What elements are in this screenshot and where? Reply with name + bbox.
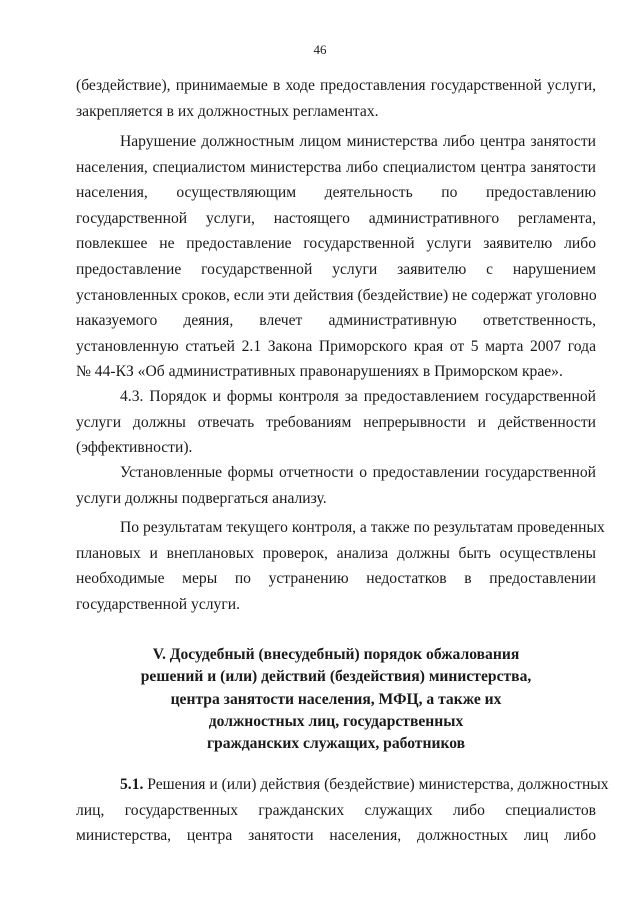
section-heading: [76, 644, 596, 755]
text-line: [76, 772, 609, 798]
clause-number: 5.1.: [120, 776, 144, 793]
text-line: предоставление государственной услуги заявителю с нарушением: [76, 260, 596, 278]
paragraph-4-3: [76, 384, 596, 461]
text-line: закрепляется в их должностных регламентах.: [76, 102, 379, 120]
heading-line: должностных лиц, государственных: [208, 712, 464, 730]
paragraph-control-results: [76, 515, 605, 617]
text-line: услуги должны подвергаться анализу.: [76, 489, 327, 507]
heading-line: центра занятости населения, МФЦ, а также их: [170, 690, 502, 708]
text-line: установленную статьей 2.1 Закона Приморского края от 5 марта 2007 года: [76, 337, 596, 355]
text-line: По результатам текущего контроля, а также по результатам проведенных: [120, 519, 605, 536]
text-line: 4.3. Порядок и формы контроля за предоставлением государственной: [120, 388, 596, 405]
text-line: плановых и внеплановых проверок, анализа должны быть осуществлены: [76, 544, 596, 562]
paragraph-5-1: [76, 772, 609, 849]
text-line: населения, осуществляющим деятельность по предоставлению: [76, 184, 596, 202]
text-line: лиц, государственных гражданских служащих либо специалистов: [76, 801, 596, 819]
text-line: № 44-КЗ «Об административных правонарушениях в Приморском крае».: [76, 363, 563, 381]
clause-text: Решения и (или) действия (бездействие) министерства, должностных: [143, 776, 609, 793]
text-line: необходимые меры по устранению недостатков в предоставлении: [76, 570, 596, 588]
text-line: населения, специалистом министерства либо специалистом центра занятости: [76, 158, 596, 176]
text-line: министерства, центра занятости населения, должностных лиц либо: [76, 827, 596, 845]
text-line: государственной услуги.: [76, 595, 240, 613]
paragraph-reporting-forms: [76, 460, 596, 511]
text-line: наказуемого деяния, влечет административную ответственность,: [76, 312, 596, 330]
paragraph-violation-liability: [76, 129, 596, 385]
heading-line: V. Досудебный (внесудебный) порядок обжалования: [152, 646, 520, 663]
heading-line: решений и (или) действий (бездействия) министерства,: [140, 668, 532, 686]
paragraph-continuation: [76, 73, 596, 124]
text-line: услуги должны отвечать требованиям непрерывности и действенности: [76, 413, 596, 431]
text-line: повлекшее не предоставление государственной услуги заявителю либо: [76, 235, 596, 253]
text-line: Нарушение должностным лицом министерства либо центра занятости: [120, 133, 596, 150]
text-line: Установленные формы отчетности о предоставлении государственной: [120, 464, 596, 481]
heading-line: гражданских служащих, работников: [206, 735, 466, 753]
text-line: установленных сроков, если эти действия (бездействие) не содержат уголовно: [76, 286, 597, 304]
page-number: 46: [313, 42, 327, 57]
text-line: государственной услуги, настоящего административного регламента,: [76, 209, 596, 227]
text-line: (эффективности).: [76, 439, 193, 457]
text-line: (бездействие), принимаемые в ходе предоставления государственной услуги,: [76, 77, 596, 94]
